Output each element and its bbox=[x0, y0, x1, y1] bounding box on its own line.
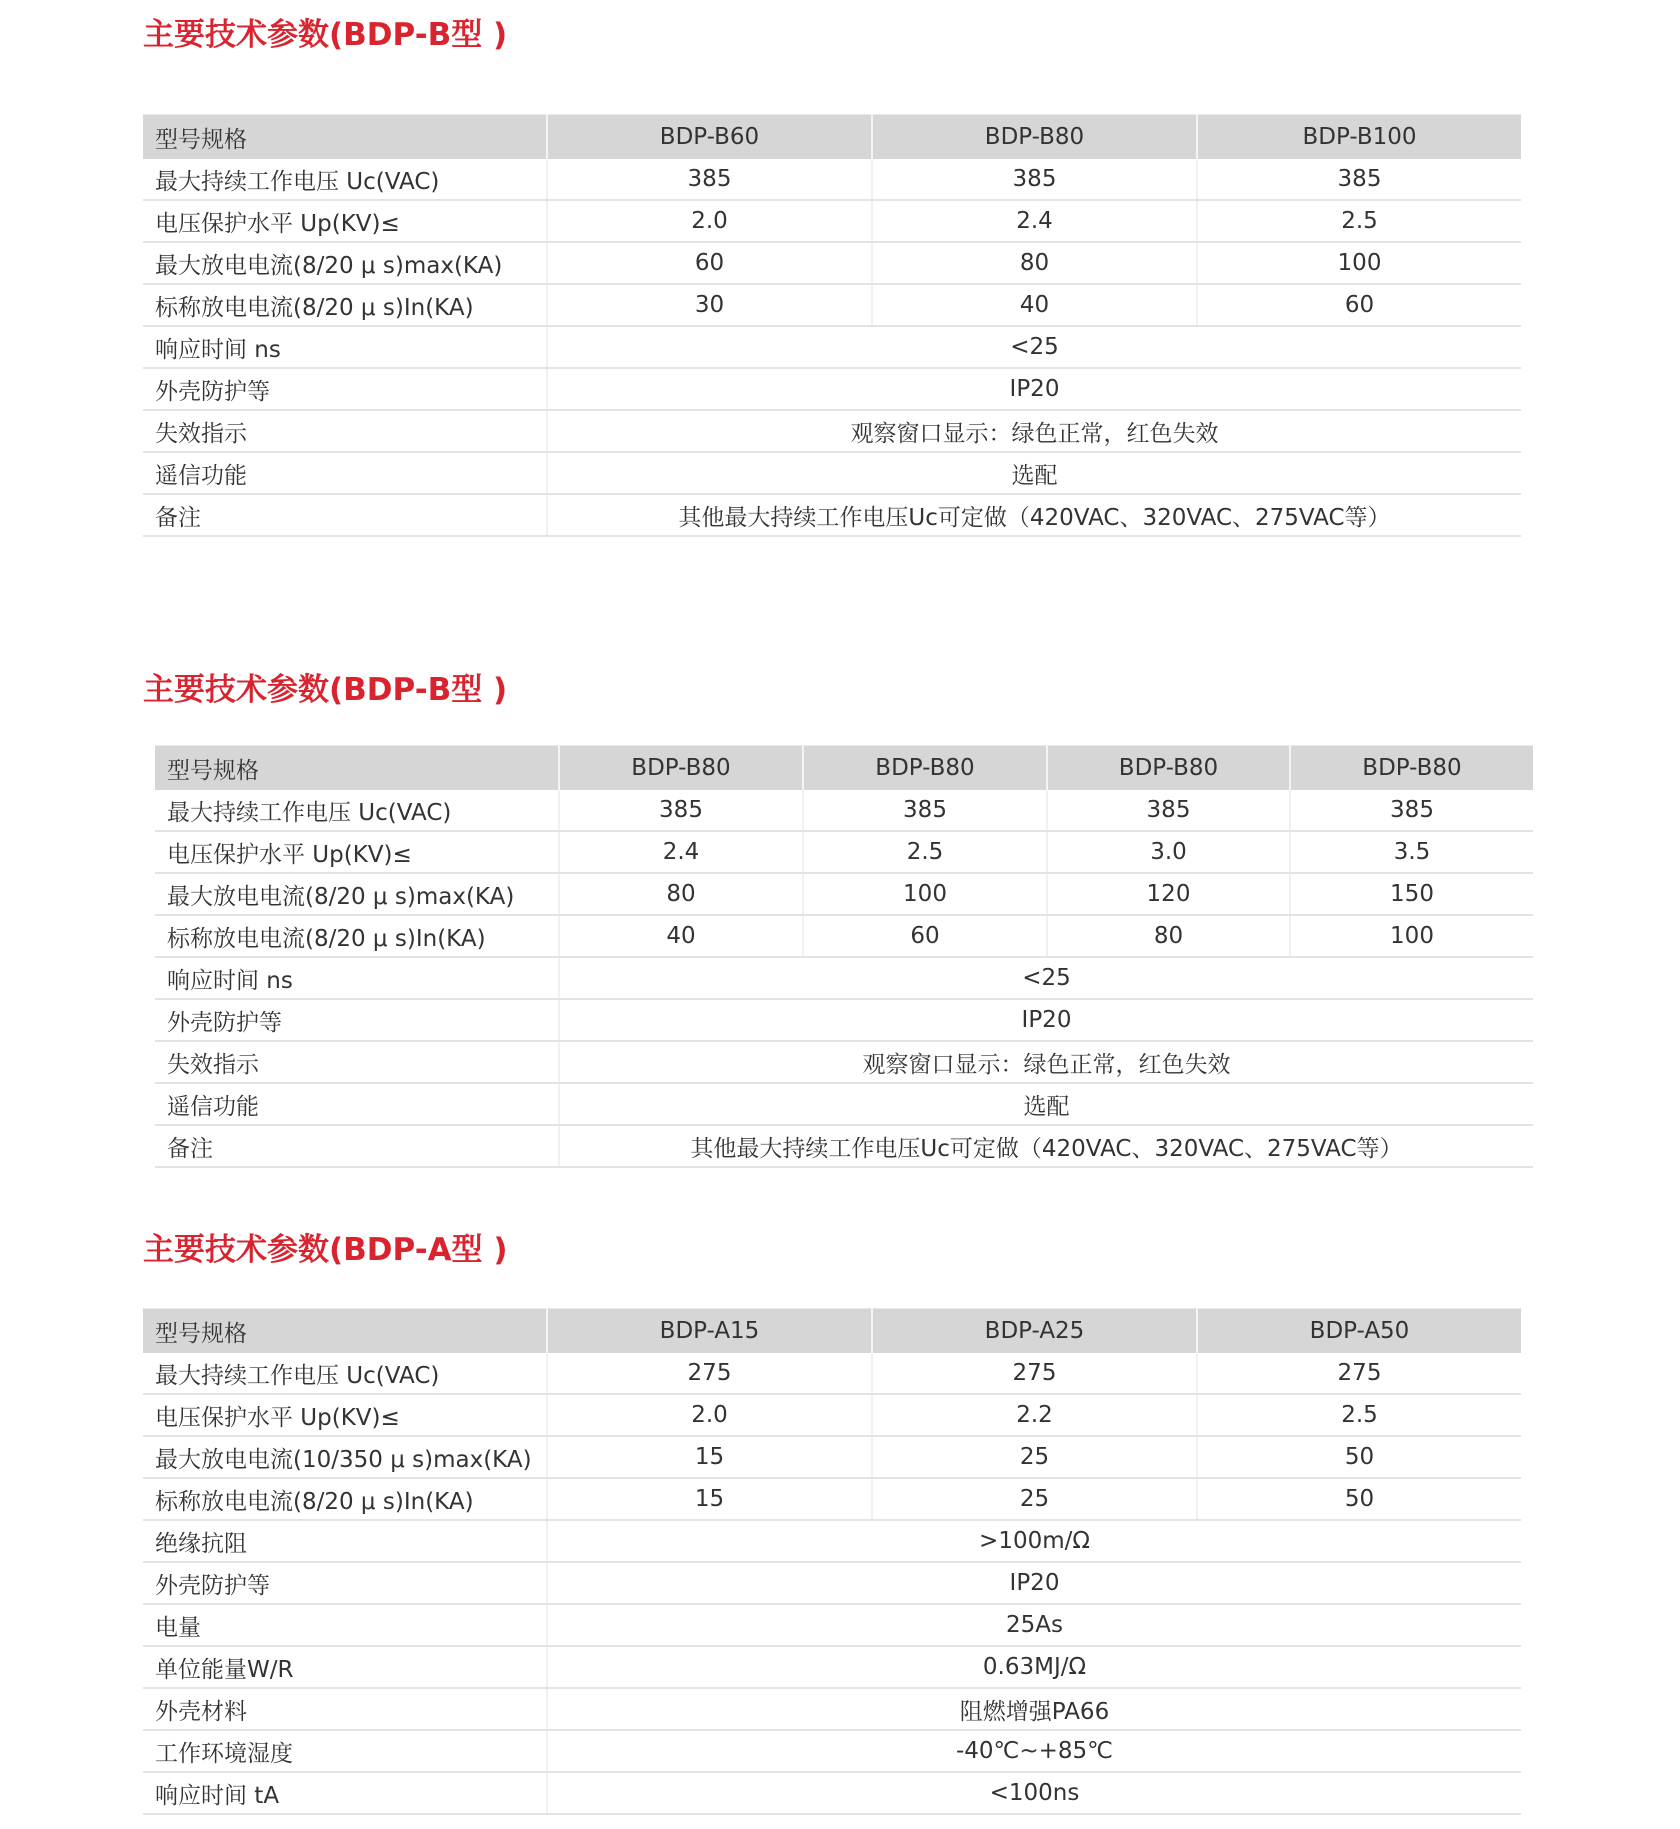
row-label: 单位能量W/R bbox=[143, 1646, 547, 1688]
table-row bbox=[143, 410, 1521, 452]
row-label: 最大放电电流(8/20 μ s)max(KA) bbox=[143, 242, 547, 284]
row-label: 电压保护水平 Up(KV)≤ bbox=[143, 200, 547, 242]
model-header: BDP-B80 bbox=[803, 746, 1047, 791]
table-header-row bbox=[143, 115, 1521, 160]
header-label: 型号规格 bbox=[143, 115, 547, 160]
table-row bbox=[143, 326, 1521, 368]
section-title: 主要技术参数(BDP-A型 ) bbox=[143, 1232, 508, 1268]
row-value: 385 bbox=[547, 159, 872, 200]
table-row bbox=[155, 1125, 1533, 1167]
model-header: BDP-B60 bbox=[547, 115, 872, 160]
row-value: 30 bbox=[547, 284, 872, 326]
section-title: 主要技术参数(BDP-B型 ) bbox=[143, 17, 508, 53]
model-header: BDP-B100 bbox=[1197, 115, 1521, 160]
row-label: 遥信功能 bbox=[155, 1083, 559, 1125]
row-value: 2.4 bbox=[559, 831, 803, 873]
row-value: 2.5 bbox=[1197, 200, 1521, 242]
model-header: BDP-A25 bbox=[872, 1309, 1197, 1354]
row-value: 100 bbox=[1197, 242, 1521, 284]
row-label: 外壳防护等 bbox=[143, 1562, 547, 1604]
row-value: 50 bbox=[1197, 1436, 1521, 1478]
row-value: 其他最大持续工作电压Uc可定做（420VAC、320VAC、275VAC等） bbox=[559, 1125, 1533, 1167]
row-value: 40 bbox=[559, 915, 803, 957]
row-value: 3.5 bbox=[1290, 831, 1533, 873]
table-row bbox=[155, 790, 1533, 831]
row-value: 观察窗口显示：绿色正常，红色失效 bbox=[559, 1041, 1533, 1083]
table-row bbox=[143, 1353, 1521, 1394]
row-value: 385 bbox=[803, 790, 1047, 831]
row-value: 60 bbox=[803, 915, 1047, 957]
row-label: 响应时间 ns bbox=[143, 326, 547, 368]
row-value: -40℃~+85℃ bbox=[547, 1730, 1521, 1772]
row-label: 失效指示 bbox=[143, 410, 547, 452]
model-header: BDP-B80 bbox=[1290, 746, 1533, 791]
table-row bbox=[143, 1730, 1521, 1772]
row-value: >100m/Ω bbox=[547, 1520, 1521, 1562]
row-value: 2.0 bbox=[547, 1394, 872, 1436]
row-value: 80 bbox=[872, 242, 1197, 284]
row-value: IP20 bbox=[547, 368, 1521, 410]
table-row bbox=[155, 1041, 1533, 1083]
table-row bbox=[143, 242, 1521, 284]
row-value: 385 bbox=[559, 790, 803, 831]
model-header: BDP-B80 bbox=[1047, 746, 1290, 791]
row-value: 275 bbox=[872, 1353, 1197, 1394]
row-value: 385 bbox=[1290, 790, 1533, 831]
row-value: 2.5 bbox=[1197, 1394, 1521, 1436]
row-value: <25 bbox=[547, 326, 1521, 368]
row-label: 最大持续工作电压 Uc(VAC) bbox=[143, 159, 547, 200]
row-value: 25 bbox=[872, 1478, 1197, 1520]
table-row bbox=[155, 873, 1533, 915]
table-row bbox=[155, 999, 1533, 1041]
table-header-row bbox=[143, 1309, 1521, 1354]
table-row bbox=[143, 1562, 1521, 1604]
row-label: 最大放电电流(10/350 μ s)max(KA) bbox=[143, 1436, 547, 1478]
table-row bbox=[143, 1772, 1521, 1814]
row-value: 15 bbox=[547, 1436, 872, 1478]
row-label: 绝缘抗阻 bbox=[143, 1520, 547, 1562]
row-label: 标称放电电流(8/20 μ s)In(KA) bbox=[143, 1478, 547, 1520]
row-value: 2.0 bbox=[547, 200, 872, 242]
table-row bbox=[143, 200, 1521, 242]
row-value: 0.63MJ/Ω bbox=[547, 1646, 1521, 1688]
row-label: 响应时间 tA bbox=[143, 1772, 547, 1814]
row-value: IP20 bbox=[559, 999, 1533, 1041]
row-value: 120 bbox=[1047, 873, 1290, 915]
row-label: 电压保护水平 Up(KV)≤ bbox=[155, 831, 559, 873]
row-value: IP20 bbox=[547, 1562, 1521, 1604]
table-row bbox=[143, 1394, 1521, 1436]
row-label: 工作环境湿度 bbox=[143, 1730, 547, 1772]
table-row bbox=[143, 368, 1521, 410]
row-value: 80 bbox=[1047, 915, 1290, 957]
model-header: BDP-B80 bbox=[559, 746, 803, 791]
row-label: 响应时间 ns bbox=[155, 957, 559, 999]
row-value: 25As bbox=[547, 1604, 1521, 1646]
row-value: 阻燃增强PA66 bbox=[547, 1688, 1521, 1730]
row-label: 最大持续工作电压 Uc(VAC) bbox=[143, 1353, 547, 1394]
row-value: 3.0 bbox=[1047, 831, 1290, 873]
row-value: 80 bbox=[559, 873, 803, 915]
table-row bbox=[143, 284, 1521, 326]
table-row bbox=[155, 831, 1533, 873]
row-value: 其他最大持续工作电压Uc可定做（420VAC、320VAC、275VAC等） bbox=[547, 494, 1521, 536]
row-value: 25 bbox=[872, 1436, 1197, 1478]
spec-table-bdp-a bbox=[143, 1308, 1521, 1815]
row-label: 电量 bbox=[143, 1604, 547, 1646]
table-row bbox=[143, 452, 1521, 494]
model-header: BDP-B80 bbox=[872, 115, 1197, 160]
table-row bbox=[155, 957, 1533, 999]
section-title: 主要技术参数(BDP-B型 ) bbox=[143, 672, 508, 708]
row-value: 15 bbox=[547, 1478, 872, 1520]
table-header-row bbox=[155, 746, 1533, 791]
row-label: 最大持续工作电压 Uc(VAC) bbox=[155, 790, 559, 831]
row-label: 备注 bbox=[143, 494, 547, 536]
row-value: 275 bbox=[547, 1353, 872, 1394]
spec-table-bdp-b-2 bbox=[155, 745, 1533, 1168]
table-row bbox=[143, 1688, 1521, 1730]
row-value: 150 bbox=[1290, 873, 1533, 915]
row-value: 选配 bbox=[559, 1083, 1533, 1125]
table-row bbox=[143, 1436, 1521, 1478]
row-label: 电压保护水平 Up(KV)≤ bbox=[143, 1394, 547, 1436]
row-value: 385 bbox=[1047, 790, 1290, 831]
row-label: 备注 bbox=[155, 1125, 559, 1167]
table-row bbox=[155, 1083, 1533, 1125]
table-row bbox=[143, 1478, 1521, 1520]
model-header: BDP-A50 bbox=[1197, 1309, 1521, 1354]
row-value: 385 bbox=[872, 159, 1197, 200]
spec-table-bdp-b-1 bbox=[143, 114, 1521, 537]
row-value: 2.4 bbox=[872, 200, 1197, 242]
row-label: 失效指示 bbox=[155, 1041, 559, 1083]
row-value: <25 bbox=[559, 957, 1533, 999]
row-label: 标称放电电流(8/20 μ s)In(KA) bbox=[155, 915, 559, 957]
table-row bbox=[143, 159, 1521, 200]
row-label: 遥信功能 bbox=[143, 452, 547, 494]
model-header: BDP-A15 bbox=[547, 1309, 872, 1354]
row-value: 100 bbox=[803, 873, 1047, 915]
table-row bbox=[143, 1604, 1521, 1646]
table-row bbox=[143, 1520, 1521, 1562]
row-label: 外壳防护等 bbox=[143, 368, 547, 410]
row-value: 选配 bbox=[547, 452, 1521, 494]
row-label: 最大放电电流(8/20 μ s)max(KA) bbox=[155, 873, 559, 915]
row-value: 100 bbox=[1290, 915, 1533, 957]
header-label: 型号规格 bbox=[155, 746, 559, 791]
row-value: 385 bbox=[1197, 159, 1521, 200]
table-row bbox=[143, 494, 1521, 536]
row-value: <100ns bbox=[547, 1772, 1521, 1814]
row-label: 外壳材料 bbox=[143, 1688, 547, 1730]
row-value: 2.5 bbox=[803, 831, 1047, 873]
row-value: 观察窗口显示：绿色正常，红色失效 bbox=[547, 410, 1521, 452]
table-row bbox=[155, 915, 1533, 957]
row-label: 标称放电电流(8/20 μ s)In(KA) bbox=[143, 284, 547, 326]
table-row bbox=[143, 1646, 1521, 1688]
row-value: 60 bbox=[1197, 284, 1521, 326]
row-value: 275 bbox=[1197, 1353, 1521, 1394]
row-value: 50 bbox=[1197, 1478, 1521, 1520]
row-value: 40 bbox=[872, 284, 1197, 326]
row-label: 外壳防护等 bbox=[155, 999, 559, 1041]
header-label: 型号规格 bbox=[143, 1309, 547, 1354]
row-value: 2.2 bbox=[872, 1394, 1197, 1436]
row-value: 60 bbox=[547, 242, 872, 284]
